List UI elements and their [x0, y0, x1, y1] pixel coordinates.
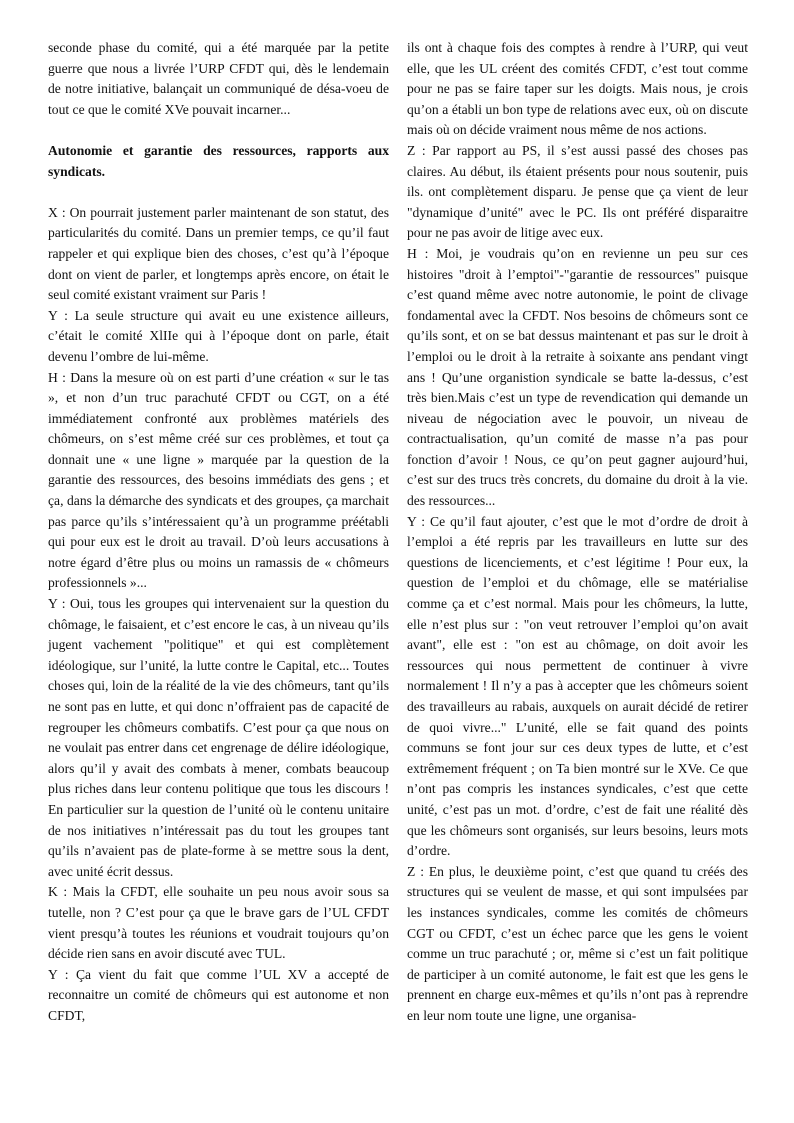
paragraph-continued: ils ont à chaque fois des comptes à rendre à l’URP, qui veut elle, que les UL créent des comités CFDT, c’est tout comme pour ne pas se faire taper sur les doigts. Mais nous, je crois qu’on a établi un bon type de relations avec eux, où on discute mais où on décide vraiment nous même de nos actions. [407, 40, 748, 138]
paragraph-k: K : Mais la CFDT, elle souhaite un peu nous avoir sous sa tutelle, non ? C’est pour ça que le brave gars de l’UL CFDT vient presqu’à toutes les réunions et voudrait toujours qu’on décide rien sans en avoir discuté avec TUL. [48, 884, 389, 962]
paragraph-h-1: H : Dans la mesure où on est parti d’une création « sur le tas », et non d’un truc parachuté CFDT ou CGT, on a été immédiatement confronté aux problèmes matériels des chômeurs, on s’est même créé sur ces problèmes, et tout ça donnait une « une ligne » marquée par la question de la garantie des ressources, des besoins immédiats des gens ; et ça, dans la démarche des syndicats et des groupes, ça marchait pas parce qu’ils s’intéressaient qu’à un programme préétabli qui pour eux est le droit au travail. D’où leurs accusations à notre égard d’être plus ou moins un ramassis de « chômeurs professionnels »... [48, 369, 389, 591]
left-column [48, 38, 389, 1027]
right-column [407, 38, 748, 1027]
paragraph-z-2: Z : En plus, le deuxième point, c’est que quand tu créés des structures qui se veulent de masse, et qui sont impulsées par les instances syndicales, comme les comités de chômeurs CGT ou CFDT, c’est un échec parce que les gens le voient comme un truc parachuté ; or, même si c’est un fait politique de participer à un comité autonome, le fait est que les gens le prennent en charge eux-mêmes et qu’ils n’ont pas à reprendre en leur nom toute une ligne, une organisa- [407, 863, 748, 1023]
paragraph-y-1: Y : La seule structure qui avait eu une existence ailleurs, c’était le comité XlIIe qui à l’époque dont on parle, était devenu l’ombre de lui-même. [48, 307, 389, 364]
paragraph-y-3: Y : Ça vient du fait que comme l’UL XV a accepté de reconnaitre un comité de chômeurs qui est autonome et non CFDT, [48, 966, 389, 1023]
paragraph-y-2: Y : Oui, tous les groupes qui intervenaient sur la question du chômage, le faisaient, et c’est encore le cas, à un niveau qu’ils jugent vachement "politique" et qui est complètement idéologique, sur l’unité, la lutte contre le Capital, etc... Toutes choses qui, loin de la réalité de la vie des chômeurs, tant qu’ils ne sont pas en lutte, et qui donc n’offraient pas de capacité de regrouper les chômeurs combatifs. C’est pour ça que nous on ne voulait pas entrer dans cet engrenage de délire idéologique, alors qu’il y avait des combats à mener, combats beaucoup plus riches dans leur contenu politique que tous les discours ! En particulier sur la question de l’unité où le contenu unitaire de nos initiatives n’intéressait pas du tout les groupes tant qu’ils n’avaient pas de plate-forme à se mettre sous la dent, avec unité écrit dessus. [48, 596, 389, 879]
paragraph-y-4: Y : Ce qu’il faut ajouter, c’est que le mot d’ordre de droit à l’emploi a été repris par les travailleurs en lutte sur des questions de licenciements, et c’est légitime ! Pour eux, la question de l’emploi et du chômage, elle se matérialise comme ça et c’est normal. Mais pour les chômeurs, la lutte, elle n’est plus sur : "on veut retrouver l’emploi qu’on avait avant", elle est : "on est au chômage, on doit avoir les ressources qui nous permettent de continuer à vivre normalement ! Il n’y a pas à accepter que les chômeurs soient des travailleurs au rabais, auxquels on aurait décidé de retirer de quoi vivre..." L’unité, elle se fait quand des points communs se font jour sur ces deux types de lutte, et c’est extrêmement fréquent ; on Ta bien montré sur le XVe. Ce que n’ont pas compris les instances syndicales, c’est que cette unité, c’est pas un mot. d’ordre, c’est de fait une réalité dès que les chômeurs sont organisés, sur leurs besoins, leurs mots d’ordre. [407, 513, 748, 859]
paragraph-z-1: Z : Par rapport au PS, il s’est aussi passé des choses pas claires. Au début, ils étaient présents pour nous soutenir, puis ils. ont complètement disparu. Je pense que ça vient de leur "dynamique d’unité" avec le PC. Ils ont préféré disparaitre pour ne pas avoir de litige avec eux. [407, 142, 748, 241]
section-heading: Autonomie et garantie des ressources, rapports aux syndicats. [48, 142, 389, 179]
intro-paragraph: seconde phase du comité, qui a été marquée par la petite guerre que nous a livrée l’URP CFDT qui, dès le lendemain de notre initiative, balançait un communiqué de désa-voeu de tout ce que le comité XVe pouvait incarner... [48, 40, 389, 117]
paragraph-h-2: H : Moi, je voudrais qu’on en revienne un peu sur ces histoires "droit à l’emptoi"-"garantie de ressources" puisque c’est quand même avec notre autonomie, le point de clivage fondamental avec la CFDT. Nos besoins de chômeurs sont ce qu’ils sont, et on se bat dessus maintenant et pas sur le droit à l’emploi ou le droit à la retraite à soixante ans pendant vingt ans ! Qu’une organistion syndicale se batte la-dessus, c’est très bien.Mais c’est un type de revendication qui demande un niveau de négociation avec le pouvoir, un niveau de contractualisation, qu’un comité de masse n’a pas pour fonction d’avoir ! Nous, ce qu’on peut gagner aujourd’hui, c’est sur des trucs très concrets, du domaine du droit à la vie. des ressources... [407, 245, 748, 509]
paragraph-x: X : On pourrait justement parler maintenant de son statut, des particularités du comité. Dans un premier temps, ce qu’il faut rappeler et qui explique bien des choses, c’est qu’à l’époque dont on vient de parler, et longtemps après encore, on était le seul comité existant vraiment sur Paris ! [48, 204, 389, 303]
